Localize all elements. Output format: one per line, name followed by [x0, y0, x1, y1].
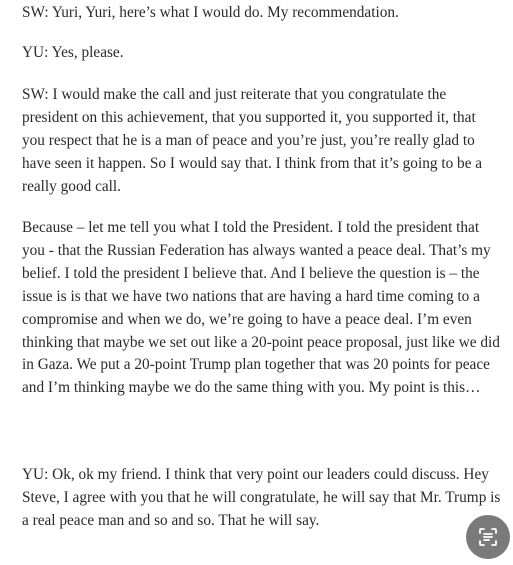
transcript-paragraph-5: YU: Ok, ok my friend. I think that very point our leaders could discuss. Hey Steve, I agree with you that he will congratulate, he will say that Mr. Trump is a real peace man and so and so. That he will say.	[22, 466, 501, 529]
text-scan-button[interactable]	[466, 515, 510, 559]
transcript-paragraph-4: Because – let me tell you what I told the President. I told the president that you - that the Russian Federation has always wanted a peace deal. That’s my belief. I told the president I believe that. And I believe the question is – the issue is is that we have two nations that are having a hard time coming to a compromise and when we do, we’re going to have a peace deal. I’m even thinking that maybe we set out like a 20-point peace proposal, just like we did in Gaza. We put a 20-point Trump plan together that was 20 points for peace and I’m thinking maybe we do the same thing with you. My point is this…	[22, 219, 500, 397]
transcript-paragraph-1: SW: Yuri, Yuri, here’s what I would do. My recommendation.	[22, 4, 399, 21]
transcript-paragraph-3: SW: I would make the call and just reiterate that you congratulate the president on this achievement, that you supported it, you supported it, that you respect that he is a man of peace and you’re just, you’re really glad to have seen it happen. So I would say that. I think from that it’s going to be a really good call.	[22, 86, 483, 195]
transcript-paragraph-2: YU: Yes, please.	[22, 44, 124, 61]
text-scan-icon	[476, 525, 500, 549]
